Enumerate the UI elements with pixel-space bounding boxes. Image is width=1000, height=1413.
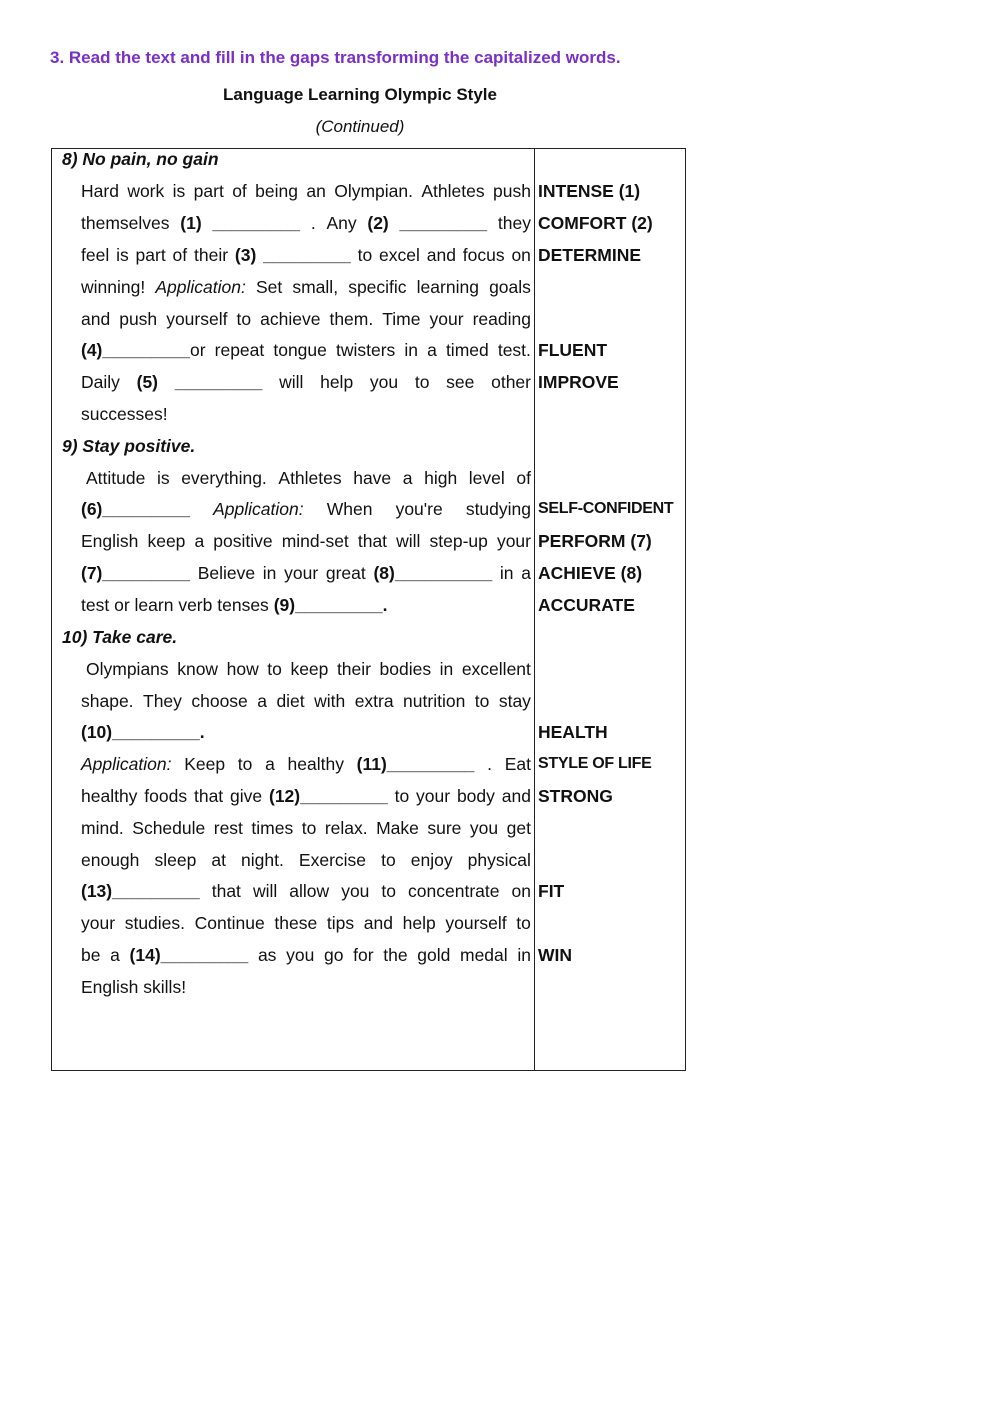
text-line: English keep a positive mind-set that will step-up your xyxy=(81,531,531,551)
gap-number: (1) xyxy=(180,213,202,233)
section-heading-10: 10) Take care. xyxy=(62,627,178,647)
gap-number: (2) xyxy=(367,213,389,233)
text-subtitle: (Continued) xyxy=(315,117,405,136)
text-line: and push yourself to achieve them. Time your reading xyxy=(81,309,531,329)
transform-word: FIT xyxy=(538,881,565,901)
gap-blank: (6)_________ xyxy=(81,499,190,519)
transform-word: HEALTH xyxy=(538,722,608,742)
text-line: shape. They choose a diet with extra nutrition to stay xyxy=(81,691,531,711)
text-line: (7)_________ Believe in your great (8)__________ in a xyxy=(81,558,531,588)
transform-word: IMPROVE xyxy=(538,372,619,392)
gap-blank: (8)__________ xyxy=(373,563,493,583)
text-line: mind. Schedule rest times to relax. Make sure you get xyxy=(81,818,531,838)
text-line: your studies. Continue these tips and help yourself to xyxy=(81,913,531,933)
gap-blank: _________ xyxy=(174,372,263,392)
text-line: English skills! xyxy=(81,977,187,997)
text-line: healthy foods that give (12)_________ to your body and xyxy=(81,781,531,811)
transform-word: ACHIEVE (8) xyxy=(538,563,643,583)
text-line: successes! xyxy=(81,404,168,424)
transform-word: ACCURATE xyxy=(538,595,635,615)
transform-word: STRONG xyxy=(538,786,613,806)
gap-blank: (11)_________ xyxy=(356,754,475,774)
text-line: themselves (1) _________ . Any (2) _________ they xyxy=(81,208,531,238)
gap-blank: (13)_________ xyxy=(81,881,200,901)
transform-word: SELF-CONFIDENT xyxy=(538,500,674,517)
gap-blank: (10)_________. xyxy=(81,722,205,742)
transform-word: INTENSE (1) xyxy=(538,181,641,201)
gap-blank: (12)_________ xyxy=(269,786,388,806)
section-heading-9: 9) Stay positive. xyxy=(62,436,196,456)
text-line: enough sleep at night. Exercise to enjoy physical xyxy=(81,850,531,870)
text-title: Language Learning Olympic Style xyxy=(223,85,497,104)
gap-blank: (9)_________. xyxy=(273,595,388,615)
gap-blank: (7)_________ xyxy=(81,563,190,583)
exercise-instruction: 3. Read the text and fill in the gaps transforming the capitalized words. xyxy=(50,48,621,67)
column-divider xyxy=(534,148,535,1071)
text-line: be a (14)_________ as you go for the gold medal in xyxy=(81,940,531,970)
text-line: Attitude is everything. Athletes have a high level of xyxy=(86,468,531,488)
text-line: Application: Keep to a healthy (11)_________ . Eat xyxy=(81,749,531,779)
text-line: Hard work is part of being an Olympian. Athletes push xyxy=(81,181,531,201)
text-line: (13)_________ that will allow you to concentrate on xyxy=(81,876,531,906)
gap-number: (3) xyxy=(234,245,257,265)
transform-word: STYLE OF LIFE xyxy=(538,755,652,772)
text-line: winning! Application: Set small, specific learning goals xyxy=(81,277,531,297)
text-line: feel is part of their (3) _________ to excel and focus on xyxy=(81,240,531,270)
gap-blank: _________ xyxy=(399,213,488,233)
gap-number: (5) xyxy=(136,372,159,392)
text-line: Daily (5) _________ will help you to see other xyxy=(81,367,531,397)
text-line xyxy=(81,717,531,747)
text-line: Olympians know how to keep their bodies in excellent xyxy=(86,659,531,679)
transform-word: COMFORT (2) xyxy=(538,213,653,233)
gap-blank: _________ xyxy=(212,213,301,233)
gap-blank: (4)_________ xyxy=(81,340,190,360)
transform-word: PERFORM (7) xyxy=(538,531,652,551)
gap-blank: (14)_________ xyxy=(129,945,249,965)
text-line: (4)_________or repeat tongue twisters in a timed test. xyxy=(81,340,531,360)
gap-blank: _________ xyxy=(263,245,351,265)
transform-word: DETERMINE xyxy=(538,245,642,265)
transform-word: WIN xyxy=(538,945,573,965)
text-line: (6)_________ Application: When you're studying xyxy=(81,494,531,524)
transform-word: FLUENT xyxy=(538,340,608,360)
section-heading-8: 8) No pain, no gain xyxy=(62,149,219,169)
text-line: test or learn verb tenses (9)_________. xyxy=(81,595,388,615)
